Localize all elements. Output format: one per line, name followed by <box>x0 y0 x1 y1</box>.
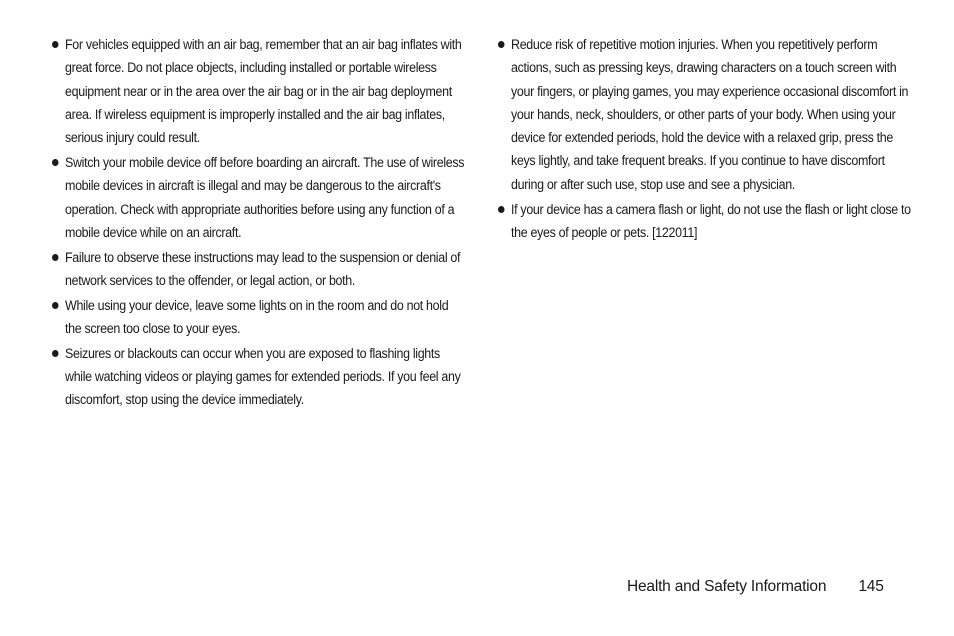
list-item <box>52 33 465 149</box>
bullet-icon <box>498 206 505 213</box>
bullet-icon <box>52 350 59 357</box>
bullet-icon <box>52 41 59 48</box>
bullet-icon <box>52 159 59 166</box>
list-item <box>52 342 465 412</box>
bullet-icon <box>498 41 505 48</box>
list-item-text: Failure to observe these instructions may lead to the suspension or denial of network services to the offender, or legal action, or both. <box>65 249 461 288</box>
list-item-text: If your device has a camera flash or light, do not use the flash or light close to the eyes of people or pets. [122011] <box>511 201 911 240</box>
footer-section-title: Health and Safety Information <box>627 578 827 595</box>
list-item-text: Reduce risk of repetitive motion injuries. When you repetitively perform actions, such as pressing keys, drawing characters on a touch screen with your fingers, or playing games, you may experience occasional discomfort in your hands, neck, shoulders, or other parts of your body. When using your device for extended periods, hold the device with a relaxed grip, press the keys lightly, and take frequent breaks. If you continue to have discomfort during or after such use, stop use and see a physician. <box>511 37 909 192</box>
list-item-text: Seizures or blackouts can occur when you are exposed to flashing lights while watching videos or playing games for extended periods. If you feel any discomfort, stop using the device immediately. <box>65 345 461 408</box>
page-footer <box>627 578 884 596</box>
list-item <box>52 151 465 244</box>
list-item-text: While using your device, leave some lights on in the room and do not hold the screen too close to your eyes. <box>65 297 449 337</box>
list-item <box>498 198 913 245</box>
list-item-text: For vehicles equipped with an air bag, remember that an air bag inflates with great force. Do not place objects, including installed or portable wireless equipment near or in the area over the air bag or in the air bag deployment area. If wireless equipment is improperly installed and the air bag inflates, serious injury could result. <box>65 37 462 146</box>
page-number: 145 <box>858 578 884 595</box>
list-item <box>52 246 465 293</box>
bullet-icon <box>52 254 59 261</box>
bullet-icon <box>52 302 59 309</box>
list-item-text: Switch your mobile device off before boarding an aircraft. The use of wireless mobile devices in aircraft is illegal and may be dangerous to the aircraft's operation. Check with appropriate authorities before using any function of a mobile device while on an aircraft. <box>65 154 465 240</box>
right-column <box>498 33 911 246</box>
list-item <box>52 294 465 341</box>
list-item <box>498 33 913 196</box>
left-column <box>52 33 465 413</box>
